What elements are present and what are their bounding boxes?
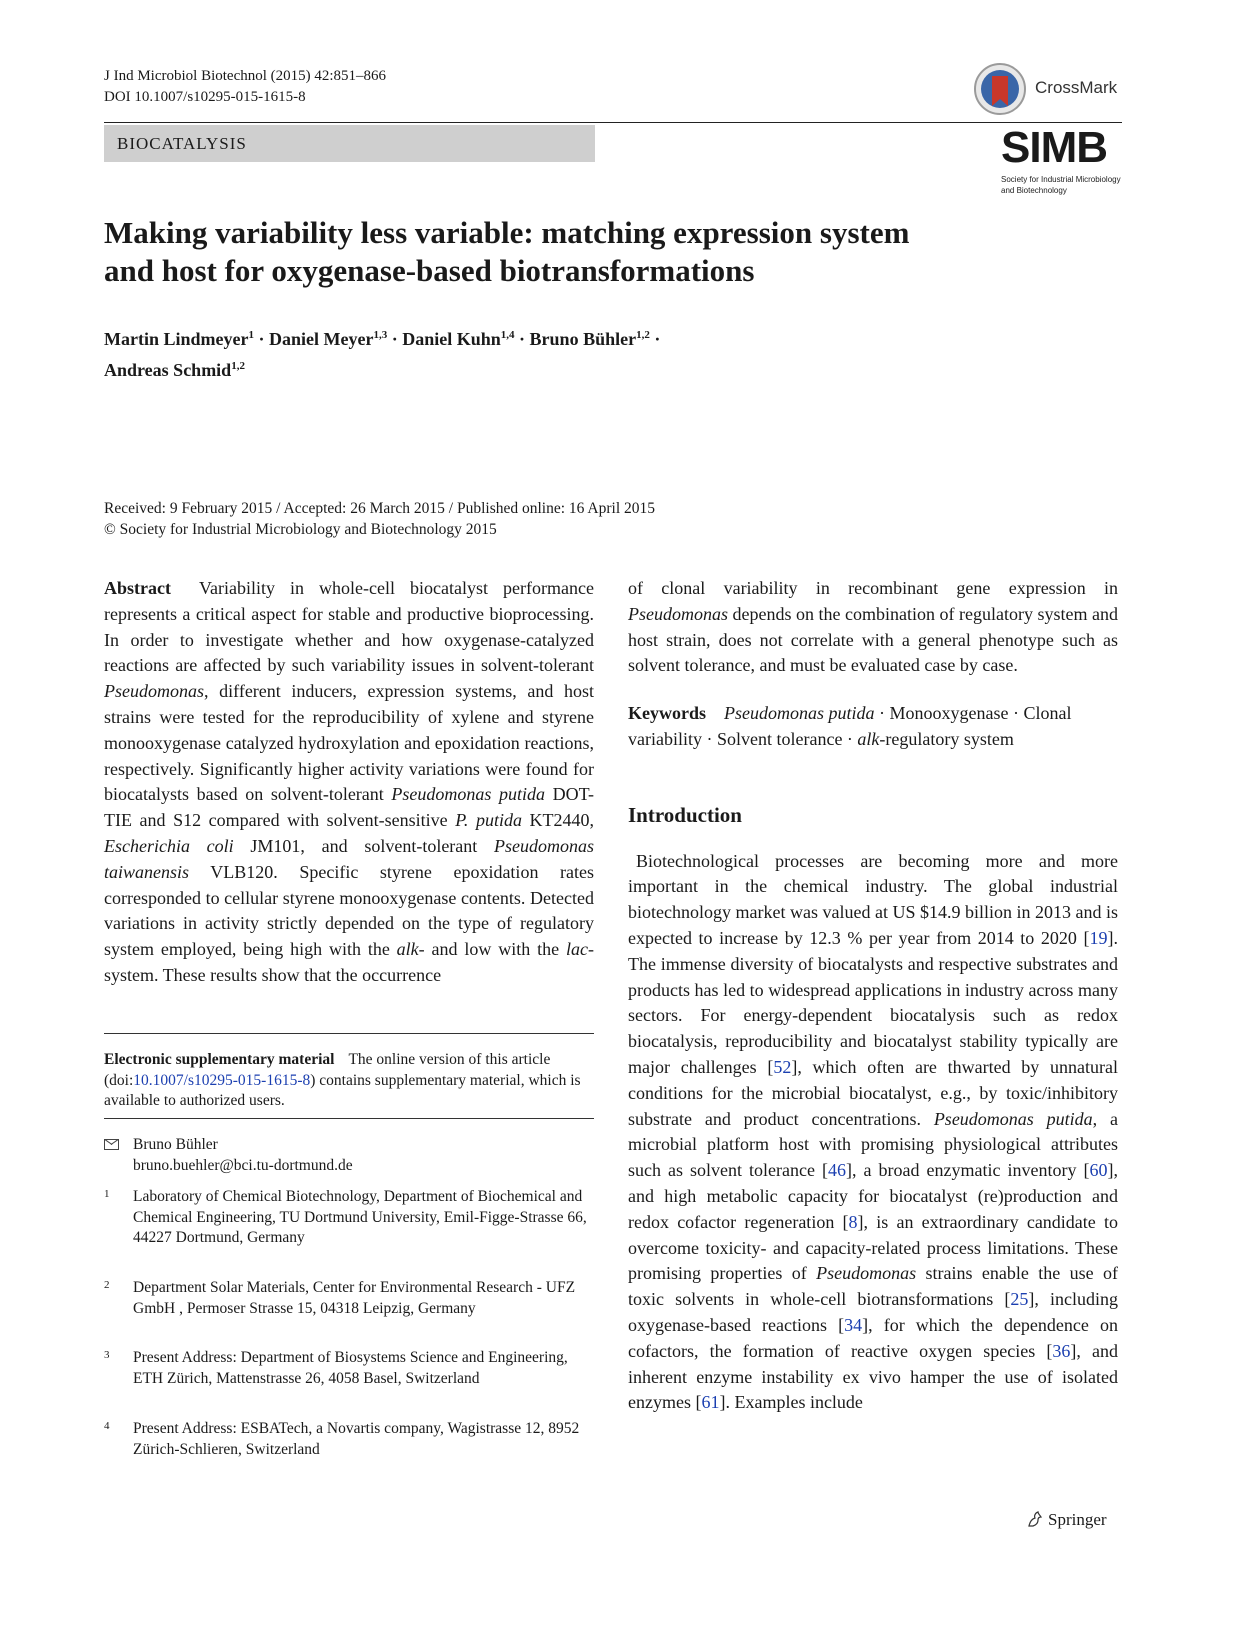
intro-text: ], which often are thwarted by unnatural conditions for the microbial biocatalyst, e.g., by toxic/inhibitory substrate and product concentrations. [628, 1056, 1118, 1129]
abstract-text: of clonal variability in recombinant gene expression in [628, 578, 1118, 598]
contact-name: Bruno Bühler [133, 1136, 218, 1153]
author-name[interactable]: Bruno Bühler [529, 329, 637, 349]
intro-italic: Pseudomonas putida [933, 1108, 1093, 1129]
simb-subtitle-line-1: Society for Industrial Microbiology [1001, 175, 1121, 184]
affiliation-text: Laboratory of Chemical Biotechnology, Department of Biochemical and Chemical Engineering, TU Dortmund University, Emil-Figge-Strasse 66, 44227 Dortmund, Germany [133, 1188, 587, 1247]
simb-subtitle [1001, 174, 1123, 196]
keyword-italic: Pseudomonas putida [724, 703, 875, 724]
right-column [628, 576, 1118, 1416]
abstract-italic: Pseudomonas [104, 681, 204, 702]
affiliation-text: Department Solar Materials, Center for Environmental Research - UFZ GmbH , Permoser Strasse 15, 04318 Leipzig, Germany [133, 1279, 576, 1317]
abstract-text: , different inducers, expression systems, and host strains were tested for the reproducibility of xylene and styrene monooxygenase catalyzed hydroxylation and epoxidation reactions, respectively. Significantly higher activity variations were found for biocatalysts based on solvent-tolerant [104, 681, 594, 805]
intro-text: ], and high metabolic capacity for biocatalyst (re)production and redox cofactor regeneration [ [628, 1160, 1119, 1232]
keyword-italic: alk [857, 728, 880, 749]
author-affiliation: 1,4 [500, 329, 515, 341]
publisher-name: Springer [1048, 1510, 1107, 1529]
affiliation-item [104, 1187, 594, 1249]
citation-link[interactable]: 19 [1089, 927, 1108, 948]
envelope-icon [104, 1139, 119, 1150]
section-label: BIOCATALYSIS [117, 134, 247, 153]
doi-line: DOI 10.1007/s10295-015-1615-8 [104, 89, 306, 105]
affiliation-number: 1 [104, 1188, 110, 1200]
intro-text: ], including oxygenase-based reactions [ [628, 1289, 1118, 1335]
affiliation-item [104, 1419, 594, 1460]
abstract-text: VLB120. Specific styrene epoxidation rates corresponded to cellular styrene monooxygenase contents. Detected variations in activity strictly depended on the type of regulatory system employed, being high with the [104, 861, 594, 960]
author-affiliation: 1 [248, 329, 254, 341]
abstract-continuation [628, 576, 1118, 679]
keywords [628, 701, 1118, 753]
author-affiliation: 1,2 [636, 329, 650, 341]
keyword-text: -regulatory system [879, 728, 1014, 749]
title-line-1: Making variability less variable: matching expression system [104, 215, 910, 250]
article-title [104, 214, 1004, 290]
author-list: Martin Lindmeyer$^1$ · Daniel Meyer$^{1,3}$ · Daniel Kuhn$^{1,4}$ · Bruno Bühler$^{1,2}$ · Andreas Schmid$^{1,2}$ [104, 329, 661, 380]
affiliation-number: 4 [104, 1420, 110, 1432]
intro-italic: Pseudomonas [816, 1263, 917, 1284]
citation-link[interactable]: 52 [773, 1056, 792, 1077]
affiliation-item [104, 1278, 594, 1319]
esm-heading: Electronic supplementary material [104, 1051, 335, 1068]
abstract-text: Variability in whole-cell biocatalyst performance represents a critical aspect for stable and productive bioprocessing. In order to investigate whether and how oxygenase-catalyzed reactions are affected by such variability issues in solvent-tolerant [104, 578, 594, 676]
affiliation-number: 2 [104, 1279, 110, 1291]
footnote-rule-2 [104, 1118, 594, 1119]
abstract-italic: Escherichia coli [104, 835, 234, 856]
doi-link[interactable]: 10.1007/s10295-015-1615-8 [133, 1071, 311, 1089]
publication-dates [104, 498, 655, 540]
abstract-paragraph [104, 576, 594, 989]
abstract-text: JM101, and solvent-tolerant [233, 835, 495, 856]
affiliation-number: 3 [104, 1349, 110, 1361]
abstract-italic: P. putida [455, 810, 522, 831]
author-affiliation: 1,3 [373, 329, 388, 341]
footnote-rule [104, 1033, 594, 1034]
keyword-text: · Monooxygenase · Clonal variability · Solvent tolerance · [628, 703, 1072, 749]
intro-text: ], for which the dependence on cofactors, the formation of reactive oxygen species [ [628, 1314, 1118, 1361]
crossmark-icon [973, 62, 1027, 116]
author-affiliation: 1,2 [231, 360, 245, 372]
intro-text: ]. The immense diversity of biocatalysts and respective substrates and products has led to widespread applications in industry across many sectors. For energy-dependent biocatalysis such as redox biocatalysis, reproducibility and biocatalyst stability typically are major challenges [ [628, 927, 1118, 1077]
abstract-italic: alk [396, 939, 419, 960]
contact-email[interactable]: bruno.buehler@bci.tu-dortmund.de [133, 1156, 353, 1174]
header-rule [104, 122, 1122, 123]
intro-text: ], a broad enzymatic inventory [ [846, 1160, 1090, 1181]
springer-horse-icon [1026, 1510, 1044, 1528]
abstract-text: KT2440, [521, 810, 594, 831]
abstract-italic: lac [566, 939, 588, 960]
journal-line: J Ind Microbiol Biotechnol (2015) 42:851–866 [104, 68, 387, 84]
citation-link[interactable]: 61 [701, 1392, 720, 1413]
abstract-text: DOT-TIE and S12 compared with solvent-sensitive [104, 784, 595, 831]
abstract-left-column [104, 576, 594, 989]
citation-link[interactable]: 46 [828, 1160, 847, 1181]
intro-text: strains enable the use of toxic solvents in whole-cell biotransformations [ [628, 1263, 1118, 1310]
journal-citation [104, 66, 386, 108]
abstract-italic: Pseudomonas putida [391, 784, 546, 805]
abstract-heading: Abstract [104, 578, 171, 598]
intro-text: ], is an extraordinary candidate to overcome toxicity- and capacity-related process limitations. These promising properties of [628, 1211, 1118, 1284]
esm-text: The online version of this article (doi: [104, 1051, 551, 1089]
title-line-2: and host for oxygenase-based biotransformations [104, 253, 755, 288]
citation-link[interactable]: 25 [1010, 1289, 1029, 1310]
crossmark-badge[interactable] [973, 62, 1123, 114]
author-name[interactable]: Martin Lindmeyer [104, 329, 249, 349]
affiliation-item [104, 1348, 594, 1389]
intro-text: , a microbial platform host with promising physiological attributes such as solvent tolerance [ [628, 1108, 1118, 1181]
author-name[interactable]: Daniel Meyer [269, 329, 374, 349]
abstract-text: depends on the combination of regulatory system and host strain, does not correlate with a general phenotype such as solvent tolerance, and must be evaluated case by case. [628, 603, 1118, 676]
crossmark-label: CrossMark [1035, 78, 1118, 97]
received-line: Received: 9 February 2015 / Accepted: 26 March 2015 / Published online: 16 April 2015 [104, 500, 656, 517]
abstract-italic: Pseudomonas taiwanensis [104, 835, 595, 882]
intro-text: ], and inherent enzyme instability ex vivo hamper the use of isolated enzymes [ [628, 1340, 1119, 1413]
affiliation-text: Present Address: Department of Biosystems Science and Engineering, ETH Zürich, Mattenstrasse 26, 4058 Basel, Switzerland [133, 1349, 568, 1387]
author-name[interactable]: Daniel Kuhn [402, 329, 501, 349]
abstract-italic: Pseudomonas [628, 603, 728, 624]
abstract-text: - and low with the [418, 939, 566, 960]
section-banner [104, 125, 595, 162]
esm-text: ) contains supplementary material, which is available to authorized users. [104, 1071, 581, 1110]
supplementary-note [104, 1050, 594, 1112]
introduction-heading: Introduction [628, 802, 742, 827]
intro-text: Biotechnological processes are becoming more and more important in the chemical industry. The global industrial biotechnology market was valued at US $14.9 billion in 2013 and is expected to increase by 12.3 % per year from 2014 to 2020 [ [628, 850, 1118, 948]
simb-logo [1001, 123, 1123, 196]
author-name[interactable]: Andreas Schmid [104, 360, 232, 380]
citation-link[interactable]: 8 [848, 1211, 858, 1232]
citation-link[interactable]: 34 [844, 1314, 863, 1335]
citation-link[interactable]: 36 [1052, 1340, 1071, 1361]
citation-link[interactable]: 60 [1089, 1160, 1108, 1181]
affiliation-text: Present Address: ESBATech, a Novartis company, Wagistrasse 12, 8952 Zürich-Schlieren, Switzerland [133, 1420, 580, 1458]
intro-text: ]. Examples include [719, 1392, 863, 1413]
abstract-text: -system. These results show that the occurrence [104, 939, 594, 985]
simb-subtitle-line-2: and Biotechnology [1001, 186, 1067, 195]
publisher-logo [1026, 1510, 1107, 1530]
copyright-line: © Society for Industrial Microbiology and Biotechnology 2015 [104, 521, 497, 538]
keywords-heading: Keywords [628, 703, 706, 724]
corresponding-author [104, 1135, 594, 1176]
introduction-paragraph [628, 849, 1118, 1417]
simb-wordmark: SIMB [1001, 123, 1107, 172]
